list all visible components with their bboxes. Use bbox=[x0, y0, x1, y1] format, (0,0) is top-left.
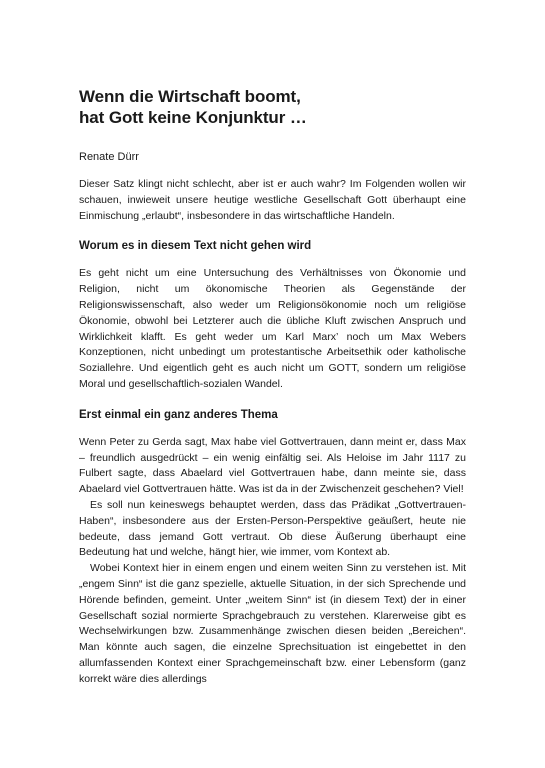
section2-paragraph-3: Wobei Kontext hier in einem engen und einem weiten Sinn zu verstehen ist. Mit „engem Sinn“ ist die ganz spezielle, aktuelle Situation, in der sich Sprechende und Hörende befinden, gemeint. Unter „weitem Sinn“ ist (in diesem Text) der in einer Gesellschaft sozial normierte Sprachgebrauch zu verstehen. Klarerweise gibt es Wechselwirkungen bzw. Zusammenhänge zwischen diesen beiden „Bereichen“. Man könnte auch sagen, die einzelne Sprechsituation ist eingebettet in den allumfassenden Kontext einer Sprachgemeinschaft bzw. einer Lebensform (ganz korrekt wäre dies allerdings bbox=[79, 562, 466, 685]
author-name: Renate Dürr bbox=[79, 151, 139, 163]
section1-paragraph: Es geht nicht um eine Untersuchung des Verhältnisses von Ökonomie und Religion, nicht um ökonomische Theorien als Gegenstände der Religionswissenschaft, also weder um Religionsökonomie noch um religiöse Ökonomie, obwohl bei Letzterer auch die übliche Kluft zwischen Anspruch und Wirklichkeit klafft. Es geht weder um Karl Marx’ noch um Max Webers Konzeptionen, nicht unbedingt um protestantische Arbeitsethik oder katholische Soziallehre. Und eigentlich geht es auch nicht um GOTT, sondern um religiöse Moral und gesellschaftlich-sozialen Wandel. bbox=[79, 267, 466, 390]
title-line-1: Wenn die Wirtschaft boomt, bbox=[79, 87, 301, 106]
section-heading-2: Erst einmal ein ganz anderes Thema bbox=[79, 408, 278, 421]
section2-paragraph-2: Es soll nun keineswegs behauptet werden, dass das Prädikat „Gottvertrauen-Haben“, insbesondere aus der Ersten-Person-Perspektive geäußert, heute nie bedeute, dass jemand Gott vertraut. Ob diese Äußerung überhaupt eine Bedeutung hat und welche, hängt hier, wie immer, vom Kontext ab. bbox=[79, 498, 466, 559]
article-title bbox=[79, 86, 466, 128]
intro-paragraph: Dieser Satz klingt nicht schlecht, aber ist er auch wahr? Im Folgenden wollen wir schauen, inwieweit unsere heutige westliche Gesellschaft Gott überhaupt eine Einmischung „erlaubt“, insbesondere in das wirtschaftliche Handeln. bbox=[79, 178, 466, 222]
section-heading-1: Worum es in diesem Text nicht gehen wird bbox=[79, 240, 312, 253]
section2-paragraph-1: Wenn Peter zu Gerda sagt, Max habe viel Gottvertrauen, dann meint er, dass Max – freundlich ausgedrückt – ein wenig einfältig sei. Als Heloise im Jahr 1117 zu Fulbert sagte, dass Abaelard viel Gottvertrauen habe, dann meinte sie, dass Abaelard viel Gottvertrauen hätte. Was ist da in der Zwischenzeit geschehen? Viel! bbox=[79, 435, 466, 496]
title-line-2: hat Gott keine Konjunktur … bbox=[79, 108, 307, 127]
document-page bbox=[79, 86, 466, 688]
